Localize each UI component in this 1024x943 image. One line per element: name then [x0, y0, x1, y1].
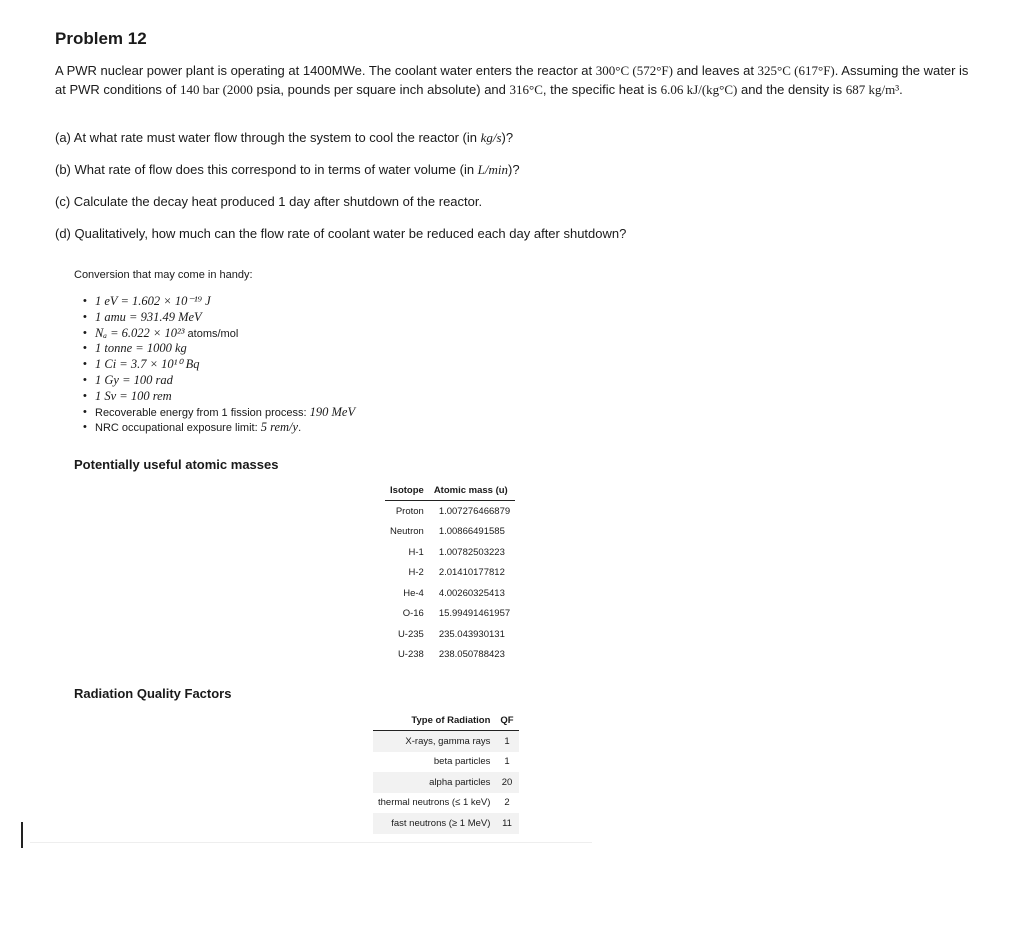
isotope-cell: H-1: [408, 546, 424, 558]
table-row: [373, 731, 519, 752]
qf-cell: 2: [504, 797, 510, 809]
nrc-tail: .: [298, 422, 302, 435]
mass-cell: 4.00260325413: [438, 587, 505, 599]
question-text: )?: [508, 162, 520, 177]
column-header: Type of Radiation: [373, 710, 495, 731]
math-outlet-temp: 325°C (617°F): [757, 63, 835, 78]
mass-cell: 15.99491461957: [438, 608, 511, 620]
table-row: [385, 522, 515, 543]
list-item: [95, 373, 355, 389]
conversion-math: 1 Ci = 3.7 × 10¹⁰ Bq: [95, 357, 200, 372]
isotope-cell: U-235: [397, 628, 424, 640]
math-density: 687 kg/m³: [845, 82, 900, 97]
question-b: [55, 162, 520, 178]
atomic-masses-table: [385, 480, 515, 665]
qf-cell: 11: [495, 813, 518, 834]
mass-cell: 1.00782503223: [438, 546, 505, 558]
math-inlet-temp: 300°C (572°F): [595, 63, 673, 78]
list-item: [95, 310, 355, 326]
radiation-type-cell: alpha particles: [373, 772, 495, 793]
table-row: [385, 624, 515, 645]
list-item: [95, 326, 355, 342]
intro-text: psia, pounds per square inch absolute) and: [252, 82, 510, 97]
column-header: QF: [495, 710, 518, 731]
intro-text: and the density is: [737, 82, 846, 97]
list-item: [95, 405, 355, 421]
conversion-math: Nₐ = 6.022 × 10²³: [95, 325, 185, 340]
radiation-type-cell: fast neutrons (≥ 1 MeV): [373, 813, 495, 834]
radiation-type-cell: X-rays, gamma rays: [373, 731, 495, 752]
table-header-row: [373, 710, 519, 731]
nrc-limit: 5 rem/y: [260, 420, 299, 435]
question-text: (a) At what rate must water flow through the system to cool the reactor (in: [55, 130, 481, 145]
question-d: (d) Qualitatively, how much can the flow rate of coolant water be reduced each day after shutdown?: [55, 226, 627, 241]
list-item: [95, 389, 355, 405]
mass-cell: 1.007276466879: [438, 505, 511, 517]
fission-energy: 190 MeV: [309, 404, 356, 419]
table-row: [373, 793, 519, 814]
list-item: [95, 420, 355, 436]
table-row: [373, 772, 519, 793]
isotope-cell: He-4: [403, 587, 424, 599]
fission-label: Recoverable energy from 1 fission process:: [95, 406, 310, 419]
question-text: (b) What rate of flow does this correspond to in terms of water volume (in: [55, 162, 478, 177]
intro-text: .: [899, 82, 903, 97]
intro-text: . Assuming the water is at PWR conditions of: [55, 63, 969, 97]
mass-cell: 238.050788423: [438, 649, 505, 661]
conversion-math: 1 Sv = 100 rem: [95, 388, 172, 403]
table-row: [385, 583, 515, 604]
table-row: [385, 645, 515, 666]
isotope-cell: O-16: [402, 608, 424, 620]
question-text: )?: [501, 130, 514, 145]
isotope-cell: H-2: [408, 567, 424, 579]
question-c: (c) Calculate the decay heat produced 1 day after shutdown of the reactor.: [55, 194, 483, 209]
mass-cell: 1.00866491585: [438, 526, 505, 538]
table-row: [385, 563, 515, 584]
quality-factors-heading: Radiation Quality Factors: [74, 686, 232, 701]
radiation-type-cell: thermal neutrons (≤ 1 keV): [378, 797, 491, 809]
radiation-type-cell: beta particles: [433, 756, 491, 768]
column-header: Atomic mass (u): [429, 480, 515, 501]
text-cursor: [21, 822, 23, 848]
math-specific-heat: 6.06 kJ/(kg°C): [660, 82, 738, 97]
mass-cell: 2.01410177812: [438, 567, 505, 579]
math-temperature: 316°C: [509, 82, 543, 97]
table-row: [385, 604, 515, 625]
list-item: [95, 341, 355, 357]
math-unit: kg/s: [480, 130, 502, 145]
conversion-math: 1 tonne = 1000 kg: [95, 341, 187, 356]
list-item: [95, 294, 355, 310]
quality-factors-table: [373, 710, 519, 834]
divider: [30, 842, 592, 843]
isotope-cell: Neutron: [390, 526, 424, 538]
atomic-masses-heading: Potentially useful atomic masses: [74, 457, 279, 472]
conversion-math: 1 eV = 1.602 × 10⁻¹⁹ J: [95, 294, 211, 308]
column-header: Isotope: [385, 480, 429, 501]
table-row: [373, 752, 519, 773]
conversion-math: 1 Gy = 100 rad: [95, 372, 173, 387]
qf-cell: 20: [495, 772, 518, 793]
question-a: [55, 130, 513, 146]
page-title: Problem 12: [55, 29, 147, 48]
math-unit: L/min: [477, 162, 509, 177]
isotope-cell: Proton: [395, 505, 424, 517]
table-header-row: [385, 480, 515, 501]
intro-text: , the specific heat is: [542, 82, 661, 97]
mass-cell: 235.043930131: [438, 628, 505, 640]
conversion-tail: atoms/mol: [184, 327, 239, 340]
conversion-math: 1 amu = 931.49 MeV: [95, 309, 202, 324]
table-row: [373, 813, 519, 834]
list-item: [95, 357, 355, 373]
table-row: [385, 542, 515, 563]
problem-statement: [55, 61, 970, 99]
table-row: [385, 501, 515, 522]
qf-cell: 1: [495, 731, 518, 752]
intro-text: and leaves at: [672, 63, 758, 78]
math-pressure: 140 bar (2000: [180, 82, 253, 97]
conversions-list: [95, 294, 355, 436]
qf-cell: 1: [504, 756, 510, 768]
nrc-label: NRC occupational exposure limit:: [95, 422, 261, 435]
isotope-cell: U-238: [397, 649, 424, 661]
conversions-heading: Conversion that may come in handy:: [74, 269, 253, 281]
intro-text: A PWR nuclear power plant is operating at 1400MWe. The coolant water enters the reactor at: [55, 63, 596, 78]
